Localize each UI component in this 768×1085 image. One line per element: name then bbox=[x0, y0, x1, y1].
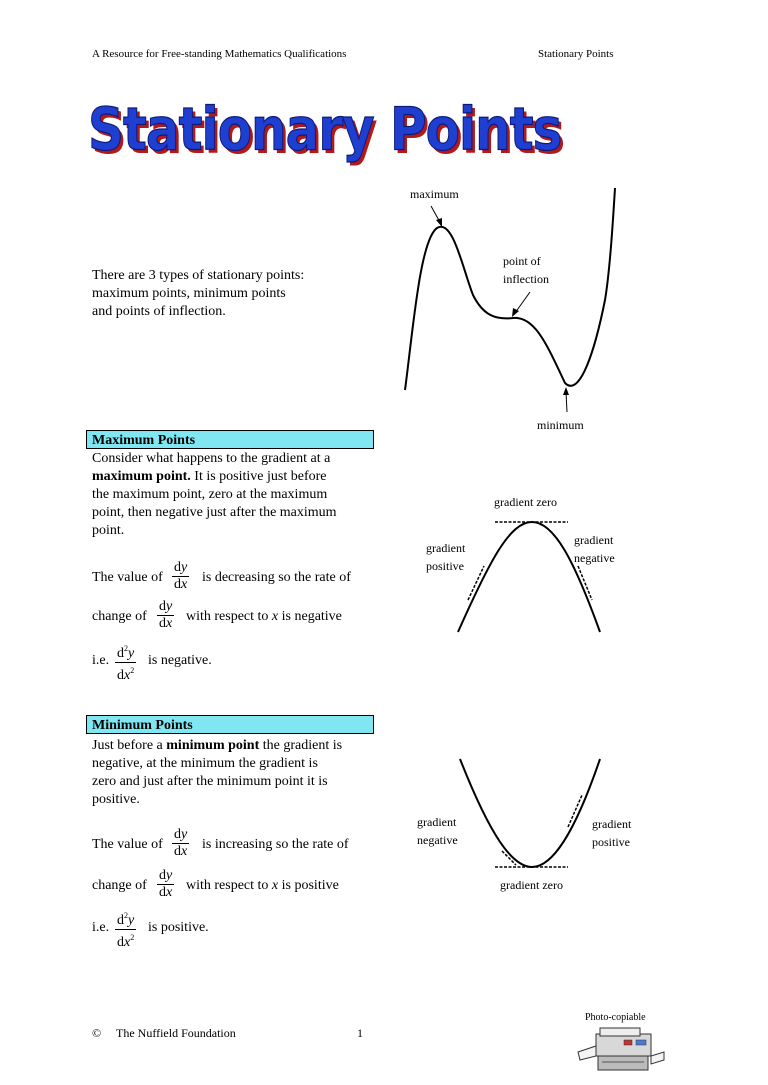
max-fraction-dydx-1 bbox=[172, 560, 189, 593]
d: d bbox=[159, 616, 166, 631]
d: d bbox=[117, 668, 124, 683]
maximum-line-3: the maximum point, zero at the maximum bbox=[92, 487, 328, 502]
d: d bbox=[174, 560, 181, 575]
x: x bbox=[124, 668, 131, 683]
y: y bbox=[166, 868, 173, 883]
maximum-line-5: point. bbox=[92, 523, 125, 538]
min-gradient-zero-label: gradient zero bbox=[500, 878, 563, 892]
photocopiable-label: Photo-copiable bbox=[585, 1012, 646, 1023]
minimum-line-3: zero and just after the minimum point it is bbox=[92, 774, 328, 789]
minimum-curve bbox=[460, 759, 600, 867]
max-wrt-b: is negative bbox=[278, 609, 342, 624]
superscript-2: 2 bbox=[130, 933, 135, 942]
min-change-of: change of bbox=[92, 878, 147, 893]
min-gradient-positive-1: gradient bbox=[592, 817, 632, 831]
header-left: A Resource for Free-standing Mathematics Qualifications bbox=[92, 48, 347, 60]
minimum-line-2: negative, at the minimum the gradient is bbox=[92, 756, 318, 771]
d: d bbox=[174, 827, 181, 842]
min-wrt-text bbox=[186, 877, 339, 895]
maximum-label: maximum bbox=[410, 187, 459, 201]
d: d bbox=[117, 913, 124, 928]
min-fraction-dydx-2 bbox=[157, 868, 174, 901]
y: y bbox=[128, 913, 135, 928]
inflection-label-2: inflection bbox=[503, 272, 549, 286]
d: d bbox=[174, 844, 181, 859]
x: x bbox=[166, 616, 173, 631]
max-wrt-a: with respect to bbox=[186, 609, 272, 624]
minimum-line-4: positive. bbox=[92, 792, 140, 807]
x: x bbox=[124, 935, 131, 950]
minimum-line-1-pre: Just before a bbox=[92, 738, 167, 753]
min-value-of: The value of bbox=[92, 837, 163, 852]
max-gradient-positive-2: positive bbox=[426, 559, 464, 573]
d: d bbox=[159, 599, 166, 614]
minimum-line-1 bbox=[92, 737, 342, 755]
maximum-point-bold: maximum point. bbox=[92, 469, 191, 484]
max-value-of: The value of bbox=[92, 570, 163, 585]
d: d bbox=[159, 868, 166, 883]
max-gradient-positive-1: gradient bbox=[426, 541, 466, 555]
min-increasing-text: is increasing so the rate of bbox=[202, 837, 349, 852]
d: d bbox=[117, 935, 124, 950]
intro-line-2: maximum points, minimum points bbox=[92, 286, 286, 301]
superscript-2: 2 bbox=[124, 911, 128, 920]
intro-line-1: There are 3 types of stationary points: bbox=[92, 268, 305, 283]
x: x bbox=[166, 885, 173, 900]
superscript-2: 2 bbox=[130, 666, 135, 675]
min-wrt-b: is positive bbox=[278, 878, 339, 893]
min-fraction-dydx-1 bbox=[172, 827, 189, 860]
min-wrt-a: with respect to bbox=[186, 878, 272, 893]
minimum-heading: Minimum Points bbox=[86, 715, 374, 734]
min-wrt-x: x bbox=[271, 878, 279, 893]
minimum-line-1-post: the gradient is bbox=[259, 738, 343, 753]
photocopier-icon bbox=[576, 1026, 666, 1076]
copyright-symbol: © bbox=[92, 1026, 102, 1040]
header-right: Stationary Points bbox=[538, 48, 614, 60]
intro-text bbox=[92, 267, 304, 321]
superscript-2: 2 bbox=[124, 644, 128, 653]
max-wrt-text bbox=[186, 608, 342, 626]
stationary-curve bbox=[405, 188, 615, 390]
maximum-line-1: Consider what happens to the gradient at a bbox=[92, 451, 331, 466]
max-gradient-negative-1: gradient bbox=[574, 533, 614, 547]
min-conclusion: is positive. bbox=[148, 920, 209, 935]
min-gradient-negative-1: gradient bbox=[417, 815, 457, 829]
max-conclusion: is negative. bbox=[148, 653, 212, 668]
max-ie: i.e. bbox=[92, 653, 110, 668]
stationary-points-diagram bbox=[395, 180, 645, 440]
intro-line-3: and points of inflection. bbox=[92, 304, 226, 319]
minimum-paragraph bbox=[92, 737, 342, 809]
max-decreasing-text: is decreasing so the rate of bbox=[202, 570, 351, 585]
y: y bbox=[181, 560, 188, 575]
max-change-of: change of bbox=[92, 609, 147, 624]
max-gradient-zero-label: gradient zero bbox=[494, 495, 557, 509]
maximum-heading: Maximum Points bbox=[86, 430, 374, 449]
x: x bbox=[181, 577, 188, 592]
minimum-label: minimum bbox=[537, 418, 584, 432]
max-fraction-dydx-2 bbox=[157, 599, 174, 632]
minimum-point-bold: minimum point bbox=[166, 738, 260, 753]
maximum-line-4: point, then negative just after the maximum bbox=[92, 505, 337, 520]
min-ie: i.e. bbox=[92, 920, 110, 935]
d: d bbox=[159, 885, 166, 900]
min-gradient-positive-2: positive bbox=[592, 835, 630, 849]
d: d bbox=[117, 646, 124, 661]
maximum-gradient-diagram bbox=[450, 510, 610, 640]
maximum-paragraph bbox=[92, 450, 337, 540]
max-gradient-negative-2: negative bbox=[574, 551, 615, 565]
y: y bbox=[128, 646, 135, 661]
x: x bbox=[181, 844, 188, 859]
maximum-line-2 bbox=[92, 468, 337, 486]
max-second-derivative bbox=[115, 641, 136, 684]
page-title: Stationary Points bbox=[88, 95, 562, 164]
y: y bbox=[181, 827, 188, 842]
maximum-line-2-rest: It is positive just before bbox=[190, 469, 327, 484]
footer-org: The Nuffield Foundation bbox=[116, 1026, 236, 1040]
min-gradient-negative-2: negative bbox=[417, 833, 458, 847]
d: d bbox=[174, 577, 181, 592]
min-second-derivative bbox=[115, 908, 136, 951]
max-wrt-x: x bbox=[271, 609, 279, 624]
page-number: 1 bbox=[357, 1026, 363, 1040]
y: y bbox=[166, 599, 173, 614]
inflection-label-1: point of bbox=[503, 254, 541, 268]
minimum-gradient-diagram bbox=[450, 755, 610, 875]
